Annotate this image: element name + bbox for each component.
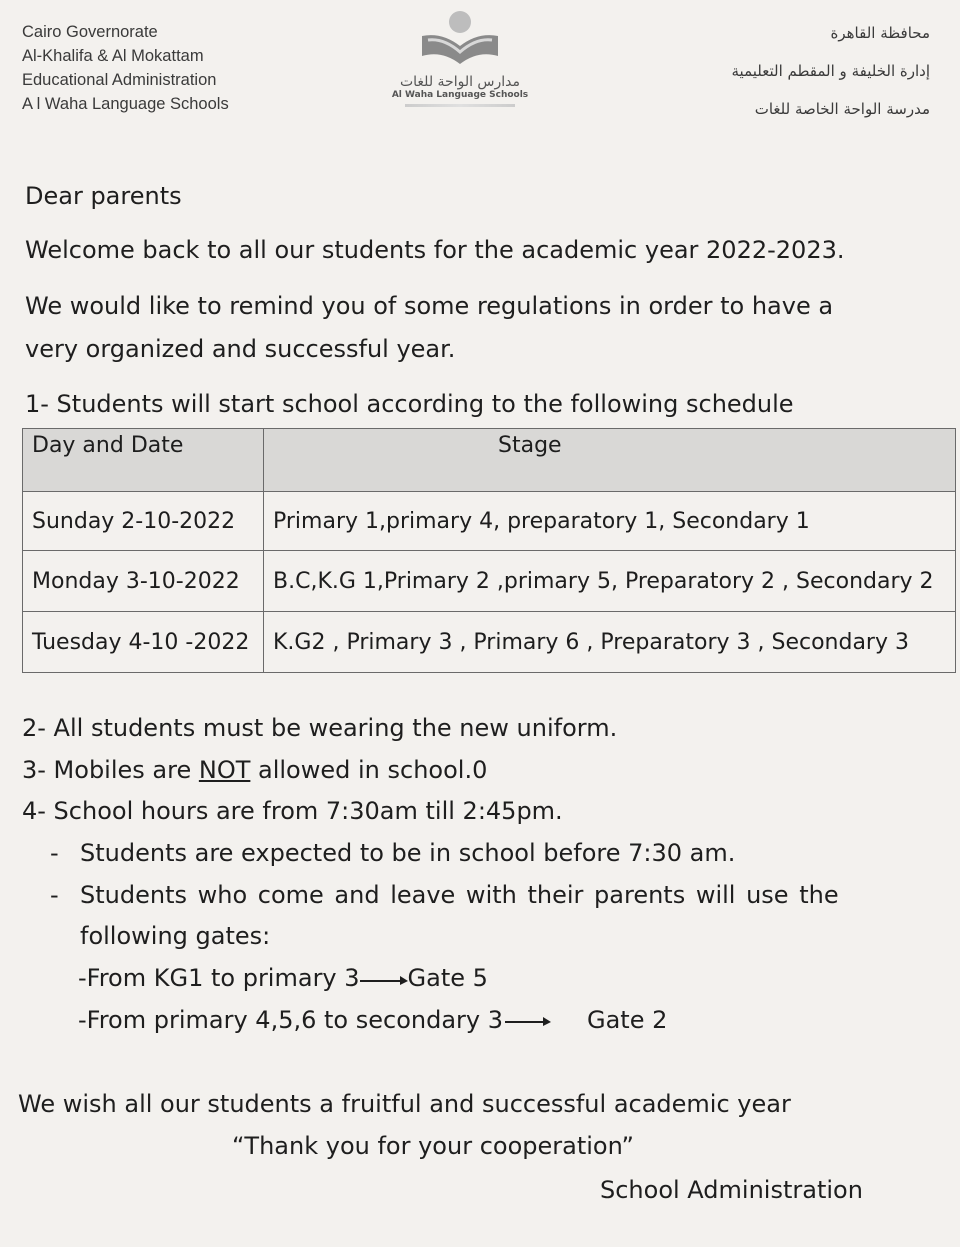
row-date: Monday 3-10-2022 <box>23 551 264 612</box>
item-1-heading: 1- Students will start school according to the following schedule <box>25 390 794 418</box>
school-arabic-label: مدرسة الواحة الخاصة للغات <box>754 100 930 118</box>
item-4: 4- School hours are from 7:30am till 2:45pm. <box>22 797 563 825</box>
closing-line: We wish all our students a fruitful and successful academic year <box>18 1090 791 1118</box>
row-date: Sunday 2-10-2022 <box>23 492 264 551</box>
header-stage-cell <box>264 429 956 492</box>
table-row <box>23 492 956 551</box>
schedule-table <box>22 428 956 673</box>
item-2: 2- All students must be wearing the new uniform. <box>22 714 618 742</box>
header-stage: Stage <box>498 433 562 458</box>
gate-2-from: -From primary 4,5,6 to secondary 3 <box>78 1006 503 1034</box>
salutation: Dear parents <box>25 182 182 210</box>
row-stage: Primary 1,primary 4, preparatory 1, Secondary 1 <box>264 492 956 551</box>
header-left-block <box>22 20 229 116</box>
bullet-2-line-2: following gates: <box>80 922 271 950</box>
gate-2-line <box>78 1006 667 1034</box>
item-3-suffix: allowed in school.0 <box>250 756 488 784</box>
school-name-label: A l Waha Language Schools <box>22 95 229 113</box>
welcome-line: Welcome back to all our students for the academic year 2022-2023. <box>25 236 845 264</box>
gate-1-from: -From KG1 to primary 3 <box>78 964 360 992</box>
table-header-row <box>23 429 956 492</box>
intro-line-1: We would like to remind you of some regulations in order to have a <box>25 292 834 320</box>
header-day-and-date: Day and Date <box>23 429 264 492</box>
open-book-logo-icon <box>412 6 508 72</box>
bullet-1: Students are expected to be in school before 7:30 am. <box>80 839 736 867</box>
logo-underline <box>405 104 515 107</box>
intro-line-2: very organized and successful year. <box>25 335 456 363</box>
item-3-not-emphasis: NOT <box>198 756 251 784</box>
row-date: Tuesday 4-10 -2022 <box>23 612 264 673</box>
item-3-prefix: 3- Mobiles are <box>22 756 199 784</box>
governorate-label: Cairo Governorate <box>22 23 158 41</box>
bullet-2-line-1: Students who come and leave with their parents will use the <box>80 881 839 909</box>
school-logo <box>380 6 540 107</box>
gate-2-to: Gate 2 <box>587 1006 668 1034</box>
row-stage: B.C,K.G 1,Primary 2 ,primary 5, Preparatory 2 , Secondary 2 <box>264 551 956 612</box>
arrow-right-icon <box>503 1014 553 1028</box>
table-row <box>23 551 956 612</box>
administration-label: Educational Administration <box>22 71 217 89</box>
logo-english-text: Al Waha Language Schools <box>391 90 529 100</box>
table-row <box>23 612 956 673</box>
bullet-dash: - <box>50 839 59 867</box>
bullet-dash: - <box>50 881 59 909</box>
item-3 <box>22 756 487 784</box>
signature: School Administration <box>600 1176 863 1204</box>
gate-1-to: Gate 5 <box>407 964 488 992</box>
district-label: Al-Khalifa & Al Mokattam <box>22 47 204 65</box>
gate-1-line <box>78 964 488 992</box>
arrow-right-icon <box>360 972 408 986</box>
logo-arabic-text: مدارس الواحة للغات <box>399 74 521 90</box>
header-right-block <box>732 14 931 128</box>
row-stage: K.G2 , Primary 3 , Primary 6 , Preparatory 3 , Secondary 3 <box>264 612 956 673</box>
administration-arabic-label: إدارة الخليفة و المقطم التعليمية <box>731 62 930 80</box>
thanks-line: “Thank you for your cooperation” <box>232 1132 634 1160</box>
governorate-arabic-label: محافظة القاهرة <box>830 24 930 42</box>
